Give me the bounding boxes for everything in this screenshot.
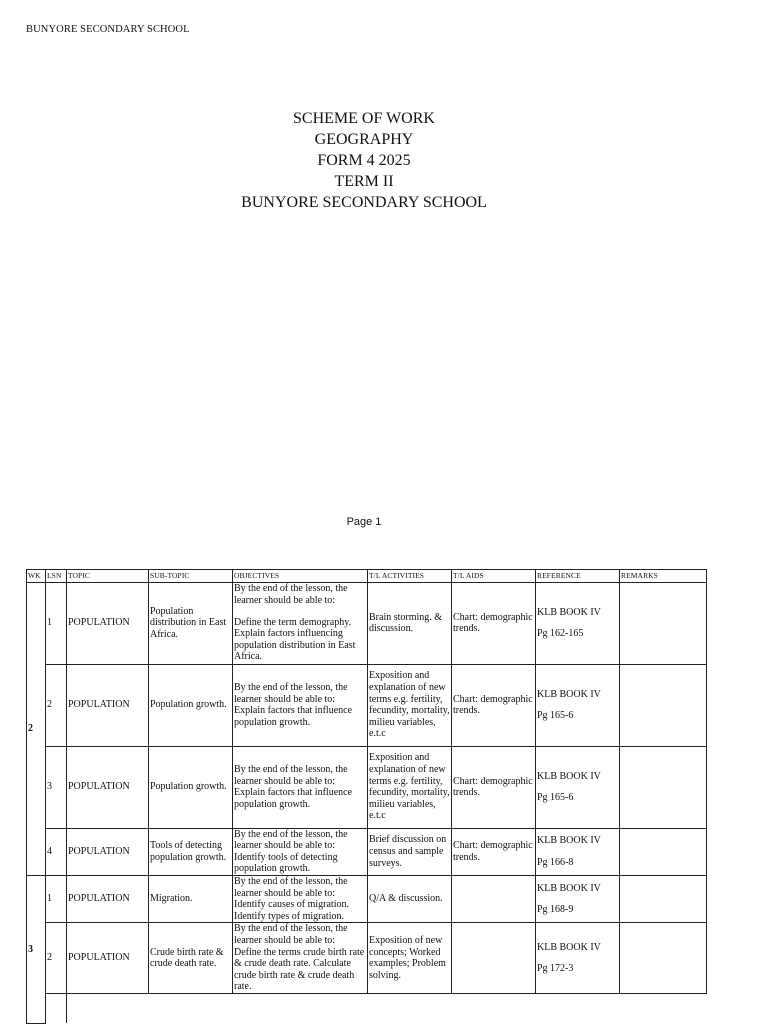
col-header-topic: TOPIC	[67, 570, 149, 583]
col-header-subtopic: SUB-TOPIC	[149, 570, 233, 583]
subtopic-cell: Population growth.	[149, 746, 233, 828]
objectives-points: Identify causes of migration. Identify types of migration.	[234, 899, 349, 922]
subtopic-cell: Crude birth rate & crude death rate.	[149, 923, 233, 994]
col-header-objectives: OBJECTIVES	[233, 570, 368, 583]
topic-cell: POPULATION	[67, 664, 149, 746]
table-row	[27, 875, 707, 922]
page-number: Page 1	[346, 516, 382, 528]
topic-cell	[67, 993, 149, 1023]
objectives-points: Define the terms crude birth rate & crude death rate. Calculate crude birth rate & crude death rate.	[234, 946, 365, 993]
reference-book: KLB BOOK IV	[537, 882, 601, 894]
reference-pages: Pg 162-165	[537, 628, 584, 640]
reference-pages: Pg 165-6	[537, 710, 574, 722]
reference-pages: Pg 165-6	[537, 792, 574, 804]
week-cell: 2	[27, 582, 46, 875]
lsn-cell: 1	[46, 582, 67, 664]
col-header-aids: T/L AIDS	[452, 570, 536, 583]
col-header-activities: T/L ACTIVITIES	[368, 570, 452, 583]
title-subject: GEOGRAPHY	[314, 131, 414, 148]
activities-cell: Exposition of new concepts; Worked examples; Problem solving.	[368, 923, 452, 994]
objectives-intro: By the end of the lesson, the learner should be able to:	[234, 681, 348, 705]
objectives-cell	[233, 582, 368, 664]
table-row	[27, 582, 707, 664]
reference-cell	[536, 923, 620, 994]
title-term: TERM II	[334, 173, 394, 190]
col-header-remarks: REMARKS	[620, 570, 707, 583]
col-header-wk: WK	[27, 570, 46, 583]
lsn-cell: 4	[46, 828, 67, 875]
remarks-cell	[620, 746, 707, 828]
table-row	[27, 746, 707, 828]
subtopic-cell: Population distribution in East Africa.	[149, 582, 233, 664]
table-row	[27, 828, 707, 875]
table-header-row	[27, 570, 707, 583]
aids-cell: Chart: demographic trends.	[452, 664, 536, 746]
remarks-cell	[620, 664, 707, 746]
reference-cell	[536, 664, 620, 746]
objectives-intro: By the end of the lesson, the learner should be able to:	[234, 583, 348, 606]
objectives-cell	[233, 993, 368, 1023]
remarks-cell	[620, 582, 707, 664]
remarks-cell	[620, 875, 707, 922]
objectives-cell	[233, 923, 368, 994]
scheme-table	[26, 569, 707, 1024]
aids-cell	[452, 923, 536, 994]
aids-cell	[452, 993, 536, 1023]
activities-cell: Brief discussion on census and sample surveys.	[368, 828, 452, 875]
lsn-cell: 1	[46, 875, 67, 922]
topic-cell: POPULATION	[67, 923, 149, 994]
topic-cell: POPULATION	[67, 746, 149, 828]
lsn-cell: 2	[46, 923, 67, 994]
activities-cell: Q/A & discussion.	[368, 875, 452, 922]
reference-cell	[536, 828, 620, 875]
reference-book: KLB BOOK IV	[537, 835, 601, 847]
topic-cell: POPULATION	[67, 828, 149, 875]
reference-pages: Pg 168-9	[537, 904, 574, 916]
reference-pages: Pg 172-3	[537, 963, 574, 975]
objectives-points: Define the term demography. Explain factors influencing population distribution in East Africa.	[234, 616, 356, 663]
title-form: FORM 4 2025	[317, 152, 411, 169]
remarks-cell	[620, 923, 707, 994]
week-cell: 3	[27, 875, 46, 1023]
title-block	[0, 108, 728, 213]
aids-cell	[452, 875, 536, 922]
aids-cell: Chart: demographic trends.	[452, 746, 536, 828]
reference-book: KLB BOOK IV	[537, 941, 601, 953]
activities-cell: Brain storming. & discussion.	[368, 582, 452, 664]
reference-cell	[536, 993, 620, 1023]
lsn-cell: 3	[46, 746, 67, 828]
col-header-lsn: LSN	[46, 570, 67, 583]
reference-book: KLB BOOK IV	[537, 606, 601, 618]
page-header-school: BUNYORE SECONDARY SCHOOL	[26, 24, 190, 35]
remarks-cell	[620, 828, 707, 875]
table-row	[27, 923, 707, 994]
reference-book: KLB BOOK IV	[537, 688, 601, 700]
subtopic-cell	[149, 993, 233, 1023]
objectives-cell	[233, 875, 368, 922]
remarks-cell	[620, 993, 707, 1023]
table-row	[27, 664, 707, 746]
activities-cell: Exposition and explanation of new terms e.g. fertility, fecundity, mortality, milieu variables, e.t.c	[368, 746, 452, 828]
objectives-cell	[233, 746, 368, 828]
lsn-cell: 2	[46, 664, 67, 746]
objectives-intro: By the end of the lesson, the learner should be able to:	[234, 763, 348, 787]
subtopic-cell: Migration.	[149, 875, 233, 922]
objectives-intro: By the end of the lesson, the learner should be able to:	[234, 875, 348, 899]
lsn-cell	[46, 993, 67, 1023]
aids-cell: Chart: demographic trends.	[452, 582, 536, 664]
activities-cell	[368, 993, 452, 1023]
title-school: BUNYORE SECONDARY SCHOOL	[241, 194, 487, 211]
table-row-continued	[27, 993, 707, 1023]
title-scheme: SCHEME OF WORK	[293, 110, 435, 127]
subtopic-cell: Population growth.	[149, 664, 233, 746]
topic-cell: POPULATION	[67, 582, 149, 664]
objectives-points: Identify tools of detecting population growth.	[234, 851, 338, 875]
reference-pages: Pg 166-8	[537, 856, 574, 868]
subtopic-cell: Tools of detecting population growth.	[149, 828, 233, 875]
col-header-reference: REFERENCE	[536, 570, 620, 583]
objectives-cell	[233, 828, 368, 875]
objectives-cell	[233, 664, 368, 746]
activities-cell: Exposition and explanation of new terms e.g. fertility, fecundity, mortality, milieu variables, e.t.c	[368, 664, 452, 746]
reference-cell	[536, 875, 620, 922]
objectives-points: Explain factors that influence population growth.	[234, 705, 353, 728]
objectives-intro: By the end of the lesson, the learner should be able to:	[234, 828, 348, 852]
topic-cell: POPULATION	[67, 875, 149, 922]
reference-cell	[536, 582, 620, 664]
reference-cell	[536, 746, 620, 828]
objectives-intro: By the end of the lesson, the learner should be able to:	[234, 923, 348, 946]
reference-book: KLB BOOK IV	[537, 770, 601, 782]
aids-cell: Chart: demographic trends.	[452, 828, 536, 875]
objectives-points: Explain factors that influence population growth.	[234, 787, 353, 810]
